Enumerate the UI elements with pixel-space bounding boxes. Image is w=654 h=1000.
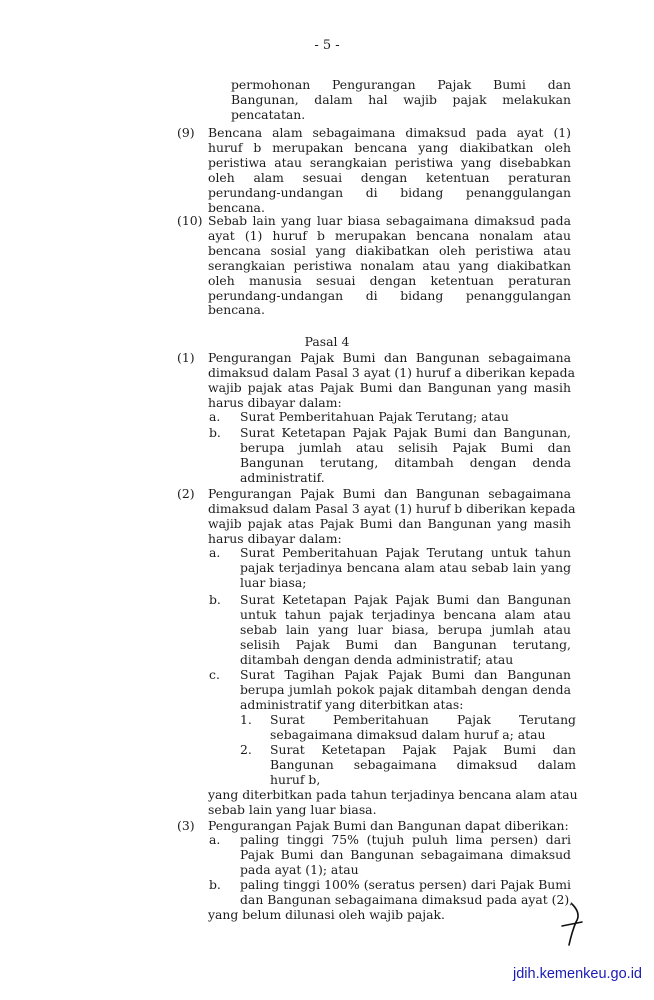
item-label: 1. (240, 712, 252, 727)
text-line: oleh manusia sesuai dengan ketentuan peraturan (208, 272, 571, 288)
item-label: (10) (177, 213, 203, 228)
item-label: a. (209, 545, 221, 560)
text-line: sebagaimana dimaksud dalam huruf a; atau (270, 726, 546, 742)
text-line: selisih Pajak Bumi dan Bangunan terutang, (240, 636, 571, 652)
pasal-heading: Pasal 4 (304, 334, 350, 349)
text-line: paling tinggi 100% (seratus persen) dari Pajak Bumi (240, 877, 571, 892)
text-line: wajib pajak atas Pajak Bumi dan Bangunan yang masih (208, 379, 571, 395)
text-line: Bangunan sebagaimana dimaksud dalam (270, 756, 576, 772)
item-label: b. (209, 877, 221, 892)
text-line: ayat (1) huruf b merupakan bencana nonalam atau (208, 227, 571, 243)
text-line: Bencana alam sebagaimana dimaksud pada ayat (1) (208, 125, 571, 140)
text-line: huruf b, (270, 771, 321, 787)
paraf-signature (556, 902, 586, 948)
text-line: permohonan Pengurangan Pajak Bumi dan (231, 77, 571, 92)
text-line: yang diterbitkan pada tahun terjadinya bencana alam atau (208, 787, 578, 802)
text-line: perundang-undangan di bidang penanggulangan (208, 184, 571, 200)
text-line: untuk tahun pajak terjadinya bencana alam atau (240, 606, 571, 622)
item-label: a. (209, 832, 221, 847)
item-label: 2. (240, 742, 252, 757)
text-line: paling tinggi 75% (tujuh puluh lima persen) dari (240, 832, 571, 847)
item-label: a. (209, 409, 221, 424)
text-line: Sebab lain yang luar biasa sebagaimana dimaksud pada (208, 213, 571, 228)
text-line: peristiwa atau serangkaian peristiwa yang disebabkan (208, 154, 571, 170)
text-line: Pengurangan Pajak Bumi dan Bangunan sebagaimana (208, 486, 571, 501)
item-label: b. (209, 592, 221, 607)
text-line: yang belum dilunasi oleh wajib pajak. (208, 907, 445, 922)
text-line: berupa jumlah pokok pajak ditambah dengan denda (240, 681, 571, 697)
text-line: administratif yang diterbitkan atas: (240, 696, 464, 712)
text-line: administratif. (240, 469, 325, 485)
item-label: b. (209, 425, 221, 440)
text-line: serangkaian peristiwa nonalam atau yang diakibatkan (208, 257, 571, 273)
text-line: huruf b merupakan bencana yang diakibatkan oleh (208, 139, 571, 155)
text-line: dimaksud dalam Pasal 3 ayat (1) huruf b diberikan kepada (208, 500, 576, 516)
text-line: Pengurangan Pajak Bumi dan Bangunan dapat diberikan: (208, 818, 569, 833)
text-line: Surat Ketetapan Pajak Pajak Bumi dan (270, 742, 576, 757)
text-line: ditambah dengan denda administratif; atau (240, 651, 514, 667)
text-line: Surat Ketetapan Pajak Pajak Bumi dan Bangunan (240, 592, 571, 607)
item-label: (1) (177, 350, 195, 365)
text-line: perundang-undangan di bidang penanggulangan (208, 287, 571, 303)
text-line: Pengurangan Pajak Bumi dan Bangunan sebagaimana (208, 350, 571, 365)
text-line: Surat Pemberitahuan Pajak Terutang (270, 712, 576, 727)
item-label: (2) (177, 486, 195, 501)
item-label: (9) (177, 125, 195, 140)
item-label: (3) (177, 818, 195, 833)
text-line: sebab lain yang luar biasa. (208, 801, 377, 817)
text-line: Surat Pemberitahuan Pajak Terutang untuk tahun (240, 545, 571, 560)
text-line: Bangunan, dalam hal wajib pajak melakukan (231, 91, 571, 107)
text-line: Surat Pemberitahuan Pajak Terutang; atau (240, 409, 509, 424)
text-line: Surat Tagihan Pajak Pajak Bumi dan Bangunan (240, 667, 571, 682)
text-line: pajak terjadinya bencana alam atau sebab lain yang (240, 559, 571, 575)
text-line: bencana. (208, 302, 265, 318)
text-line: Pajak Bumi dan Bangunan sebagaimana dimaksud (240, 846, 571, 862)
text-line: pencatatan. (231, 106, 306, 122)
text-line: berupa jumlah atau selisih Pajak Bumi dan (240, 439, 571, 455)
text-line: Bangunan terutang, ditambah dengan denda (240, 454, 571, 470)
text-line: harus dibayar dalam: (208, 530, 342, 546)
text-line: luar biasa; (240, 574, 307, 590)
text-line: dan Bangunan sebagaimana dimaksud pada ayat (2), (240, 891, 574, 907)
text-line: oleh alam sesuai dengan ketentuan peraturan (208, 169, 571, 185)
page-number: - 5 - (314, 38, 340, 53)
footer-url[interactable]: jdih.kemenkeu.go.id (513, 966, 642, 982)
text-line: wajib pajak atas Pajak Bumi dan Bangunan yang masih (208, 515, 571, 531)
text-line: Surat Ketetapan Pajak Pajak Bumi dan Bangunan, (240, 425, 571, 440)
text-line: harus dibayar dalam: (208, 394, 342, 410)
text-line: bencana sosial yang diakibatkan oleh peristiwa atau (208, 242, 571, 258)
text-line: dimaksud dalam Pasal 3 ayat (1) huruf a diberikan kepada (208, 364, 575, 380)
text-line: bencana. (208, 199, 265, 215)
text-line: pada ayat (1); atau (240, 861, 359, 877)
text-line: sebab lain yang luar biasa, berupa jumlah atau (240, 621, 571, 637)
item-label: c. (209, 667, 220, 682)
